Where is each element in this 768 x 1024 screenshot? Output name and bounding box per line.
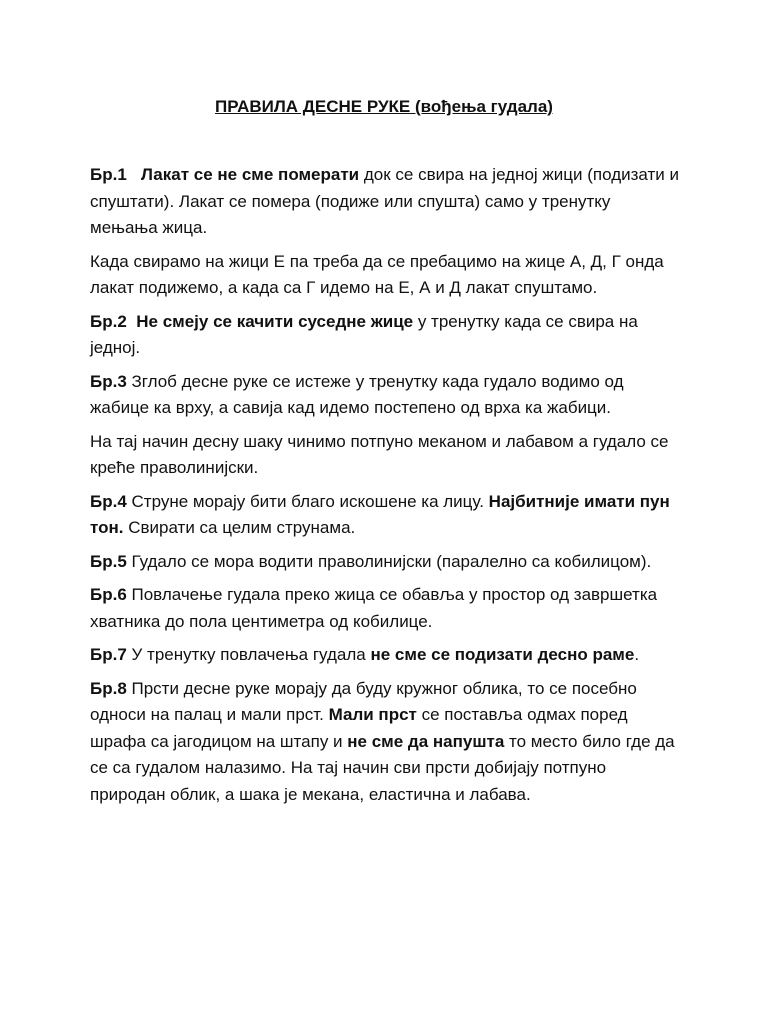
rule-8-bold-text: Мали прст [328,705,417,724]
rule-3-note-paragraph [90,429,682,482]
rule-3-text: Зглоб десне руке се истеже у тренутку када гудало водимо од жабице ка врху, а савија кад идемо постепено од врха ка жабици. [90,371,624,417]
rule-4-text: Струне морају бити благо искошене ка лицу. [126,491,489,511]
rule-6-text: Повлачење гудала преко жица се обавља у простор од завршетка хватника до пола центиметра од кобилице. [90,585,658,631]
page-title: ПРАВИЛА ДЕСНЕ РУКЕ (вођења гудала) [215,97,553,116]
rule-7-text-end: . [634,645,640,664]
rule-7-label: Бр.7 [90,645,127,664]
rule-2-bold-text: Не смеју се качити суседне жице [136,311,414,331]
rule-8-label: Бр.8 [90,678,127,698]
rule-5-paragraph [90,549,682,576]
document-body [90,162,682,815]
rule-2-label: Бр.2 [90,311,127,331]
rule-7-paragraph [90,642,682,669]
rule-8-text-middle: се поставља одмах поред шрафа са јагодицом на штапу и [90,705,628,751]
rule-1-bold-text: Лакат се не сме померати [140,165,360,184]
rule-5-label: Бр.5 [90,551,127,571]
rule-6-paragraph [90,582,682,635]
rule-4-label: Бр.4 [90,491,127,511]
rule-1-text: док се свира на једној жици (подизати и спуштати). Лакат се помера (подиже или спушта) само у тренутку мењања жица. [90,165,679,237]
rule-3-paragraph [90,369,682,422]
rule-1-note-text: Када свирамо на жици Е па треба да се пребацимо на жице А, Д, Г онда лакат подижемо, а када са Г идемо на Е, А и Д лакат спуштамо. [90,251,664,297]
rule-2-text: у тренутку када се свира на једној. [90,311,638,357]
rule-4-bold-text: Најбитније имати пун тон. [90,491,670,537]
rule-3-note-text: На тај начин десну шаку чинимо потпуно меканом и лабавом а гудало се креће праволинијски. [90,431,669,477]
rule-1-note-paragraph [90,249,682,302]
rule-8-text-end: то место било где да се са гудалом налазимо. На тај начин сви прсти добијају потпуно природан облик, а шака је мекана, еластична и лабава. [90,731,675,804]
rule-4-text-end: Свирати са целим струнама. [123,518,356,537]
rule-6-label: Бр.6 [90,585,127,604]
rule-4-paragraph [90,489,682,542]
rule-8-paragraph [90,676,682,809]
rule-7-bold-text: не сме се подизати десно раме [370,645,635,664]
rule-2-paragraph [90,309,682,362]
rule-3-label: Бр.3 [90,371,127,391]
rule-1-paragraph [90,162,682,242]
rule-8-bold-text-2: не сме да напушта [347,731,505,751]
rule-8-text: Прсти десне руке морају да буду кружног облика, то се посебно односи на палац и мали прст. [90,678,637,724]
rule-7-text: У тренутку повлачења гудала [126,645,371,664]
rule-1-label: Бр.1 [90,165,127,184]
rule-5-text: Гудало се мора водити праволинијски (паралелно са кобилицом). [126,551,652,571]
